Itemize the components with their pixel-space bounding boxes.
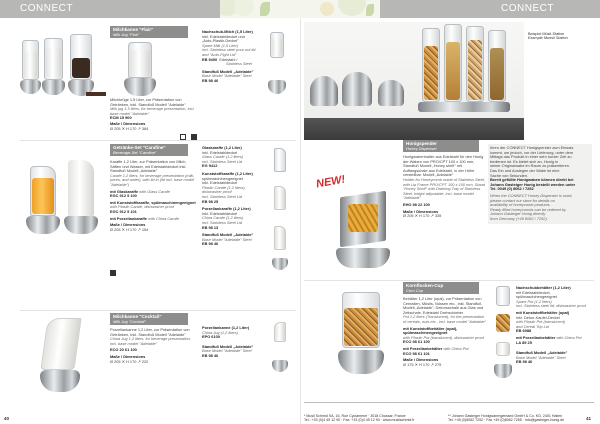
footer-divider — [304, 402, 594, 403]
right-page-number: 41 — [586, 416, 592, 421]
spare-pot-line-1: spülmaschinengeeignet — [516, 294, 557, 300]
left-header-title: CONNECT — [20, 3, 73, 14]
info-line-de-4: seiner Originalwabe im Raum zu präsentieren. — [490, 163, 571, 169]
honey-dims: Ø 205 ✕ H 170 ↗ 335 — [403, 213, 442, 219]
base-adelaide-photo-1 — [266, 76, 288, 98]
footer-right-line-2: Tel. +49 (0)8062 7252 · Fax +49 (0)8062 7255 · info@gasteiger-honig.de — [448, 417, 565, 422]
corn-cup-dims-label: Maße / Dimensions — [403, 357, 439, 363]
honey-desc — [403, 155, 485, 219]
info-line-de-5: Das Ein und Auslegen der Wabe ist eine — [490, 167, 560, 173]
bev-set-desc — [110, 160, 198, 232]
milk-dispenser-photo — [20, 34, 110, 106]
honey-desc-en: Holder for Honeycomb made of Stainless Steel, with Lip Frame PRO/CPT 100 x 100 mm, Stand "Honey Shelf" with Draining Tray of Stainless Steel, height adjustable, incl. base model "Adelaide" — [403, 176, 485, 201]
muesli-station-photo — [304, 22, 524, 140]
cocktail-stand-code: EB 98 46 — [202, 352, 219, 358]
honey-header — [403, 140, 479, 152]
cocktail-stand-en: Base Model "Adelaide" Steel — [202, 348, 252, 354]
milk-right-line-4: and "Auto-Fight Lid" — [202, 51, 237, 57]
milk-right-code1: EB 9400 — [202, 56, 218, 62]
bev-set-icons — [110, 264, 117, 282]
milk-pot-dims-label: Maße / Dimensions — [110, 120, 146, 126]
corn-cup-desc-de: Behälter 1,2 Liter (opal), zur Präsentation von Cerealien, Müslis, Nüssen etc., inkl. Standfuß Modell „Adelaide", Dekorsschale aus Glas und Zeitschale, Edelstahl Drehschieber — [403, 296, 484, 315]
muesli-photo-caption-en: Example Muesli Station — [528, 36, 568, 41]
beverage-set-photo — [24, 158, 108, 258]
left-header-bar — [0, 0, 220, 18]
info-line-de-1: kommt, um jedoch, vor der Lieferung, unter dem — [490, 149, 574, 155]
corn-cup-desc — [403, 297, 487, 367]
milk-right-stand-en: Base Model "Adelaide" Steel — [202, 73, 252, 79]
corn-cup-opt1-label: mit Kunststoffbehälter (opal), spülmaschinengeeignet — [403, 325, 458, 336]
bev-set-opt3-label: mit Porzellankaraffe — [110, 215, 147, 221]
china-pot-en: with China Pot — [556, 334, 582, 340]
china-carafe-heading: Porzellankaraffe (1,2 Liter) — [202, 206, 251, 212]
bev-set-opt3-en: with China Carafe — [148, 215, 180, 221]
corn-cup-opt2-code: ECO 98 61 101 — [403, 350, 430, 356]
lid-pot-code: EB 6988 — [516, 328, 532, 334]
cocktail-right-code: EPO 6100 — [202, 334, 220, 340]
right-header-bar — [380, 0, 600, 18]
honey-desc-de: Honigwabenhalter aus Edelstahl für den Honig der Waben von PRO/CPT 100 x 100 mm, Standfuß Modell „Honey shelf" mit Auffangschale aus Edelstahl, in der Höhe verstellbar, Modell „Adelaide" — [403, 154, 484, 178]
cocktail-jug-photo — [30, 318, 100, 402]
floral-banner — [220, 0, 380, 18]
footer-left-line-1: * Musil Schmid SA, 16, Rue Cyclamene · 3018 Chossar, France — [304, 413, 406, 418]
spare-milk-pot-photo — [266, 30, 288, 60]
footer-left-line-2: Tel.: +33 (0)4 45 12 90 · Fax: +33 (0)4 45 12 90 · www.musilschmid.fr — [304, 417, 415, 422]
bev-set-desc-de: Karaffe 1,2 Liter, zur Präsentation von Milch, Säften und Wasser, mit Edelstahldeckel inkl. Standfuß Modell „Adelaide" — [110, 159, 187, 174]
bev-set-dims: Ø 205 ✕ H 170 ↗ 154 — [110, 226, 149, 232]
corn-cup-photo — [332, 290, 402, 390]
info-line-de-0: Ihren der CONNECT Honigspender zum Einsatz — [490, 145, 574, 150]
milk-right-line-1: „Auto-Plastik-Deckel" — [202, 38, 239, 44]
honey-title: Honigspender — [406, 141, 437, 146]
milk-pot-code: ECM 15 900 — [110, 115, 132, 121]
stackable-icon — [191, 134, 197, 140]
spare-pot-heading: Nachschubbehälter (1,2 Liter) — [516, 285, 571, 290]
footer-right-line-1: ** Johann Gasteiger Honigwarengemaed GmbH & Co. KG, 2401 Hallen — [448, 413, 563, 418]
plastic-carafe-line-2: Plastic Carafe (1,2 liters), — [202, 184, 246, 190]
cocktail-title: Milchkanne "Cocktail" — [113, 314, 162, 319]
info-line-de-9: Tel. 0049 (0) 8062 / 7252 — [490, 186, 534, 192]
dishwasher-icon — [180, 134, 186, 140]
corn-cup-opt1-code: ECO 98 61 100 — [403, 339, 430, 345]
plastic-carafe-line-1: inkl. Edelstahldeckel — [202, 180, 238, 186]
china-pot-code: LA 89 25 — [516, 339, 532, 345]
milk-pot-header — [110, 26, 188, 38]
milk-right-line-3: incl. Stainless steel pour out lid — [202, 47, 256, 53]
cocktail-desc-de: Porzellankanne 1,2 Liter, zur Präsentation von Getränken, inkl. Standfuß Modell "Adelaide" — [110, 327, 190, 337]
honey-subtitle: Honey Dispenser — [406, 146, 437, 151]
milk-right-heading: Nachschub-Milch (1,5 Liter) — [202, 29, 253, 34]
plastic-carafe-line-3: dishwasher proof — [202, 189, 232, 195]
bev-stand-code: EB 98 46 — [202, 241, 219, 247]
info-line-de-3: bedienen ist. Es bietet sich an, Honig in — [490, 158, 559, 164]
honey-dispenser-photo — [330, 192, 400, 278]
cocktail-dims: Ø 205 ✕ H 170 ↗ 220 — [110, 358, 149, 364]
cocktail-right-line-0: China Jug (1,2 liters) — [202, 329, 238, 335]
spare-pot-line-0: mit Edelstahldeckel, — [516, 289, 551, 295]
bev-stand-heading: Standfuß Modell „Adelaide" — [202, 232, 254, 238]
bev-set-opt2-code: EGC 912 5 101 — [110, 208, 137, 214]
china-carafe-line-2: incl. Stainless Steel Lid — [202, 219, 243, 225]
milk-pot-dims: Ø 205 ✕ H 170 ↗ 384 — [110, 125, 149, 131]
milk-right-code2: EB 98 46 — [202, 77, 219, 83]
glass-carafe-code: EG 9412 — [202, 163, 218, 169]
cocktail-code: ECO 20 61 100 — [110, 347, 137, 353]
dishwasher-icon — [110, 270, 116, 276]
bev-set-header — [110, 144, 188, 156]
plastic-carafe-code: EB 98 25 — [202, 198, 219, 204]
lid-pot-heading: mit Kunststoffbehälter (opal) — [516, 309, 570, 315]
milk-pot-subtitle: Milk Jug "Flair" — [113, 32, 140, 37]
info-line-en-2: availability of honeycomb products. — [490, 202, 551, 208]
bev-set-opt1-code: EGC 912 5 100 — [110, 193, 137, 199]
cocktail-header — [110, 313, 188, 325]
spare-pot-thumbs — [492, 284, 514, 384]
row-divider-1 — [20, 140, 296, 141]
milk-right-stand-heading: Standfuß Modell „Adelaide" — [202, 68, 254, 74]
bev-set-subtitle: Beverage-Set "Carafine" — [113, 150, 157, 155]
info-line-en-3: Ready filled honeycombs can be ordered by — [490, 206, 566, 212]
honey-code: EHO 98 22 100 — [403, 201, 430, 207]
plastic-carafe-line-4: incl. Stainless Steel Lid — [202, 193, 243, 199]
muesli-photo-caption-de: Beispiel Müsli-Station — [528, 32, 565, 36]
milk-pot-title: Milchkanne "Flair" — [113, 27, 154, 32]
right-header-title: CONNECT — [501, 3, 554, 14]
bev-set-title: Getränke-Set "Carafine" — [113, 145, 166, 150]
info-line-en-4: Johann Gasteiger Honig directly — [490, 211, 546, 217]
milk-pot-desc — [110, 98, 196, 131]
row-divider-2 — [20, 310, 296, 311]
honey-dims-label: Maße / Dimensions — [403, 208, 439, 214]
plastic-carafe-line-0: spülmaschinengeeignet — [202, 175, 243, 181]
milk-right-line-2: Spare Milk (1,5 Liter) — [202, 42, 239, 48]
carafe-thumbs — [270, 146, 292, 276]
glass-carafe-line-2: incl. Stainless Steel Lid — [202, 158, 243, 164]
corn-cup-subtitle: Corn Cup — [406, 288, 424, 293]
china-carafe-line-1: China Carafe (1,2 liters) — [202, 215, 244, 221]
spine-divider — [300, 18, 301, 424]
footer-right — [448, 414, 590, 422]
row-divider-3 — [304, 280, 594, 281]
plastic-carafe-heading: Kunststoffkaraffe (1,2 Liter) — [202, 170, 253, 176]
bev-set-desc-en: Carafe 1,2 liters, for beverage presentation (milk, juices, and water), with lid in (lid incl. base model "Adelaide") — [110, 172, 195, 187]
spare-pot-line-3: incl. Stainless steel lid, dishwasher proof — [516, 303, 586, 309]
glass-carafe-line-0: inkl. Edelstahldeckel — [202, 149, 238, 155]
spare-pot-line-2: Spare Pot (1,2 liters) — [516, 298, 552, 304]
bev-set-opt1-label: mit Glaskaraffe — [110, 188, 139, 194]
bev-set-opt1-en: with Glass Carafe — [139, 188, 170, 194]
milk-right-code1-label: Edelstahl / — [219, 56, 238, 62]
info-line-de-6: Sache von Sekunden. — [490, 172, 529, 178]
honey-info-box — [488, 144, 592, 224]
milk-pot-desc-en: Milk jug 1.5 liters, for beverage presentation, incl. base model "Adelaide" — [110, 106, 195, 116]
cocktail-thumbs — [270, 322, 292, 382]
milk-right-code1-label-en: Stainless Steel — [226, 61, 252, 67]
corn-cup-dims: Ø 175 ✕ H 170 ↗ 275 — [403, 361, 442, 367]
info-line-en-0: When the CONNECT Honey Dispenser is used, — [490, 192, 573, 198]
milk-pot-desc-de: Milchkrüge 1,5 Liter, zur Präsentation von Getränken, inkl. Standfuß Modell "Adelaide" — [110, 97, 186, 107]
lid-pot-line-1: with Plastic Pot (translucent) — [516, 319, 566, 325]
footer-left — [304, 414, 444, 422]
corn-cup-desc-en: Pot 1,2 liters (Translucent), for the presentation of cereals, nuts etc., incl. base model "Adelaide" — [403, 314, 486, 324]
milk-jug-photo — [120, 42, 164, 98]
info-line-en-1: please contact our store for details on — [490, 197, 555, 203]
bev-stand-en: Base Model "Adelaide" Steel — [202, 236, 252, 242]
cocktail-right-heading: Porzellankanne (1,2 Liter) — [202, 325, 250, 330]
corn-cup-right-col — [516, 286, 596, 365]
corn-cup-title: Kornflocken-Cup — [406, 283, 444, 288]
lid-pot-line-2: and Cereal Trip Lid — [516, 323, 549, 329]
milk-right-line-0: inkl. Edelstahldeckel und — [202, 33, 245, 39]
corn-stand-heading: Standfuß Modell „Adelaide" — [516, 350, 568, 356]
glass-carafe-line-1: Glass Carafe (1,2 liters) — [202, 154, 244, 160]
info-line-en-5: from Germany (+49 8062 / 7252). — [490, 215, 548, 221]
cocktail-desc-en: China Jug 1,2 liters, for beverage presentation, incl. base model "Adelaide" — [110, 336, 191, 346]
lid-pot-line-0: inkl. Dekor-Kaufel-Deckel — [516, 314, 560, 320]
info-line-de-8: Johann Gasteiger Honig bestellt werden unter — [490, 181, 576, 187]
bev-set-opt2-label: mit Kunststoffkaraffe, spülmaschinengeeignet — [110, 199, 196, 205]
cocktail-desc — [110, 328, 198, 364]
china-carafe-line-0: inkl. Edelstahldeckel — [202, 210, 238, 216]
corn-cup-opt1-en: with Plastic Pot (translucent), dishwasher proof — [403, 334, 484, 340]
china-carafe-code: EB 98 13 — [202, 224, 219, 230]
bev-set-opt2-en: with Plastic Carafe, dishwasher proof — [110, 204, 175, 210]
corn-cup-opt2-en: with China Pot — [443, 345, 469, 351]
cocktail-stand-heading: Standfuß Modell „Adelaide" — [202, 343, 254, 349]
bev-set-dims-label: Maße / Dimensions — [110, 222, 146, 228]
muesli-photo-caption — [528, 32, 598, 41]
cocktail-subtitle: Milk Jug "Cocktail" — [113, 319, 146, 324]
new-badge: NEW! — [315, 173, 347, 191]
info-line-de-7: Bereit gefüllte Honigwaben können direkt bei — [490, 177, 574, 183]
cocktail-dims-label: Maße / Dimensions — [110, 353, 146, 359]
info-line-de-2: Mittags das Produkt in einer sehr kurzer Zeit zu — [490, 154, 572, 160]
corn-stand-code: EB 98 46 — [516, 359, 533, 365]
china-pot-heading: mit Porzellanbehälter — [516, 334, 556, 340]
glass-carafe-heading: Glaskaraffe (1,2 Liter) — [202, 145, 242, 150]
corn-cup-header — [403, 282, 479, 294]
corn-cup-opt2-label: mit Porzellanbehälter — [403, 345, 443, 351]
corn-stand-en: Base Model "Adelaide" Steel — [516, 354, 566, 360]
left-page-number: 40 — [4, 416, 10, 421]
